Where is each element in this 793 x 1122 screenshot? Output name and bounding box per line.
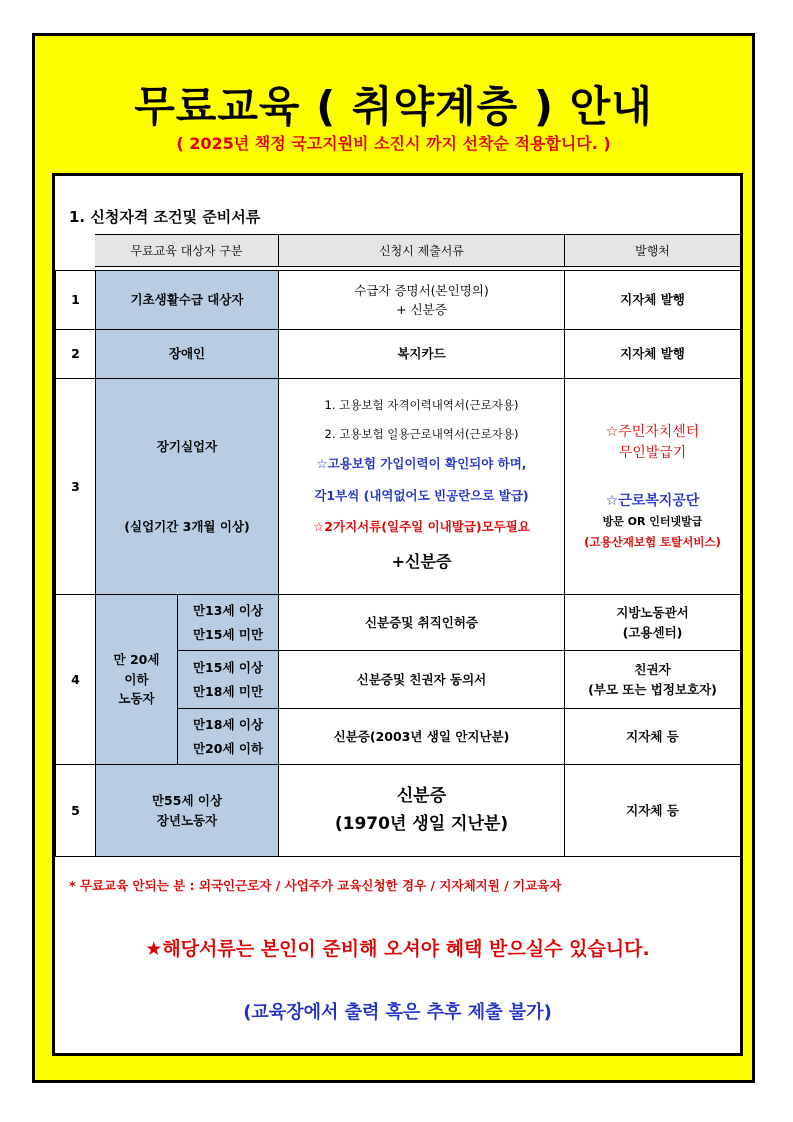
issuer-line: 지방노동관서 [616,605,689,621]
issuer-line: 무인발급기 [618,445,687,462]
doc-line: (1970년 생일 지난분) [334,813,509,834]
documents-cell [279,379,565,595]
eligibility-table [55,270,741,857]
header-cell-issuer: 발행처 [564,234,740,267]
doc-line: ☆2가지서류(일주일 이내발급)모두필요 [313,518,530,534]
exclusion-note: * 무료교육 안되는 분 : 외국인근로자 / 사업주가 교육신청한 경우 / 지자체지원 / 기교육자 [69,878,562,893]
target-line: (실업기간 3개월 이상) [124,518,250,534]
notice-poster [32,33,755,1083]
target-group-cell [96,595,178,765]
issuer-cell: 지자체 발행 [565,271,741,330]
documents-cell: 신분증및 친권자 동의서 [279,651,565,709]
section-title: 1. 신청자격 조건및 준비서류 [69,208,261,226]
target-cell: 기초생활수급 대상자 [96,271,279,330]
issuer-line: ☆근로복지공단 [605,492,700,509]
doc-line: ☆고용보험 가입이력이 확인되야 하며, [316,456,527,472]
row-number: 4 [56,595,96,765]
group-line: 노동자 [118,691,155,707]
content-panel [52,173,743,1056]
doc-line: 1. 고용보험 자격이력내역서(근로자용) [324,397,519,412]
target-cell [96,765,279,857]
age-line: 만20세 이하 [192,740,264,756]
table-row [56,379,741,595]
row-number: 2 [56,330,96,379]
group-line: 만 20세 [113,652,160,668]
age-line: 만18세 미만 [192,683,264,699]
target-cell: 장애인 [96,330,279,379]
doc-line: + 신분증 [396,302,447,317]
age-cell [178,595,279,651]
issuer-cell [565,595,741,651]
row-number: 1 [56,271,96,330]
age-line: 만15세 이상 [192,659,264,675]
issuer-cell [565,651,741,709]
notice-blue: (교육장에서 출력 혹은 추후 제출 불가) [243,1002,552,1023]
issuer-cell: 지자체 등 [565,709,741,765]
issuer-line: (고용센터) [622,624,683,640]
documents-cell: 신분증(2003년 생일 안지난분) [279,709,565,765]
documents-cell: 신분증및 취직인허증 [279,595,565,651]
header-cell-target: 무료교육 대상자 구분 [95,234,278,267]
header-cell-documents: 신청시 제출서류 [278,234,564,267]
age-cell [178,709,279,765]
target-line: 장년노동자 [156,812,218,828]
age-line: 만15세 미만 [192,626,264,642]
issuer-line: 방문 OR 인터넷발급 [602,514,703,528]
doc-line: 2. 고용보험 일용근로내역서(근로자용) [324,426,519,441]
table-row [56,330,741,379]
issuer-line: (고용산재보험 토탈서비스) [584,534,721,549]
target-line: 만55세 이상 [151,793,223,809]
table-row [56,271,741,330]
age-line: 만18세 이상 [192,716,264,732]
issuer-line: 친권자 [634,662,671,678]
issuer-line: ☆주민자치센터 [605,423,700,440]
doc-line: 신분증 [396,786,447,807]
target-cell [96,379,279,595]
age-line: 만13세 이상 [192,602,264,618]
table-row [56,595,741,651]
table-row [56,765,741,857]
row-number: 5 [56,765,96,857]
doc-line: 각1부씩 (내역없어도 빈공란으로 발급) [314,487,529,503]
doc-line: +신분증 [391,552,452,572]
issuer-line: (부모 또는 법정보호자) [588,681,717,697]
documents-cell [279,271,565,330]
notice-red: ★해당서류는 본인이 준비해 오셔야 혜택 받으실수 있습니다. [145,938,650,960]
issuer-cell: 지자체 등 [565,765,741,857]
page-subtitle: ( 2025년 책정 국고지원비 소진시 까지 선착순 적용합니다. ) [176,134,611,153]
documents-cell [279,765,565,857]
doc-line: 수급자 증명서(본인명의) [354,282,489,298]
issuer-cell [565,379,741,595]
target-line: 장기실업자 [156,439,218,455]
page-title: 무료교육 ( 취약계층 ) 안내 [134,82,653,131]
row-number: 3 [56,379,96,595]
age-cell [178,651,279,709]
group-line: 이하 [124,671,149,687]
issuer-cell: 지자체 발행 [565,330,741,379]
documents-cell: 복지카드 [279,330,565,379]
